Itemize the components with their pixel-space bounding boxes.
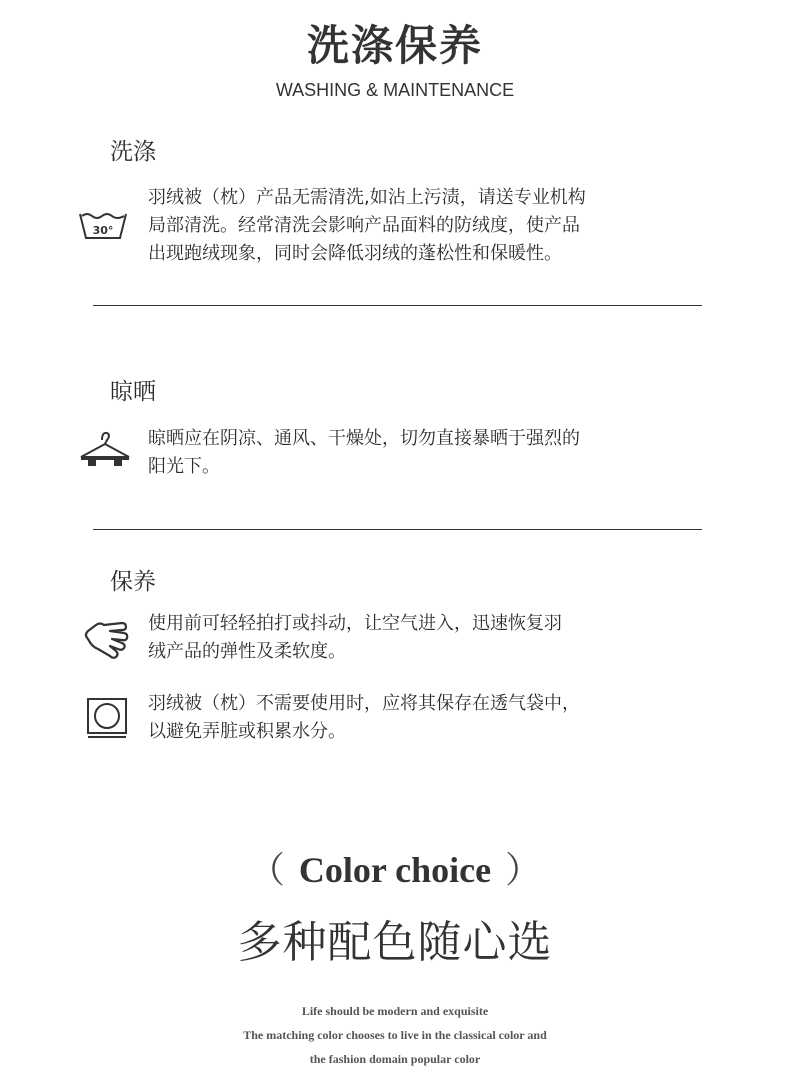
wash-line: 出现跑绒现象，同时会降低羽绒的蓬松性和保暖性。 [148,243,562,264]
page-subtitle: WASHING & MAINTENANCE [275,80,515,100]
wash-line: 局部清洗。经常清洗会影响产品面料的防绒度，使产品 [148,215,580,236]
care-paragraph-2 [148,690,708,746]
care-heading: 保养 [110,569,156,595]
hanger-icon [78,430,132,474]
care-line: 使用前可轻轻拍打或抖动，让空气进入，迅速恢复羽 [148,613,562,634]
tumble-dry-icon [86,697,128,745]
wash-heading: 洗涤 [110,139,156,165]
wash-temp-label: 30° [92,224,114,237]
care-line: 羽绒被（枕）不需要使用时，应将其保存在透气袋中， [148,693,580,714]
dry-paragraph [148,425,708,481]
washtub-30-icon [78,210,128,246]
dry-heading: 晾晒 [110,379,156,405]
open-paren: （ [248,850,285,890]
tagline-line: Life should be modern and exquisite [301,1004,489,1018]
care-line: 绒产品的弹性及柔软度。 [148,641,346,662]
dry-line: 晾晒应在阴凉、通风、干燥处，切勿直接暴晒于强烈的 [148,428,580,449]
tagline-line: the fashion domain popular color [309,1052,481,1066]
divider [93,529,702,530]
close-paren: ） [505,850,542,890]
care-line: 以避免弄脏或积累水分。 [148,721,346,742]
wash-line: 羽绒被（枕）产品无需清洗,如沾上污渍，请送专业机构 [148,187,586,208]
dry-line: 阳光下。 [148,456,220,477]
tagline-line: The matching color chooses to live in the classical color and [243,1028,547,1042]
hand-icon [82,619,130,669]
page-title: 洗涤保养 [306,21,483,70]
color-choice-title [0,842,790,893]
color-choice-cn-title: 多种配色随心选 [237,917,553,968]
wash-paragraph [148,184,708,268]
color-choice-text: Color choice [298,850,492,890]
care-paragraph-1 [148,610,708,666]
divider [93,305,702,306]
